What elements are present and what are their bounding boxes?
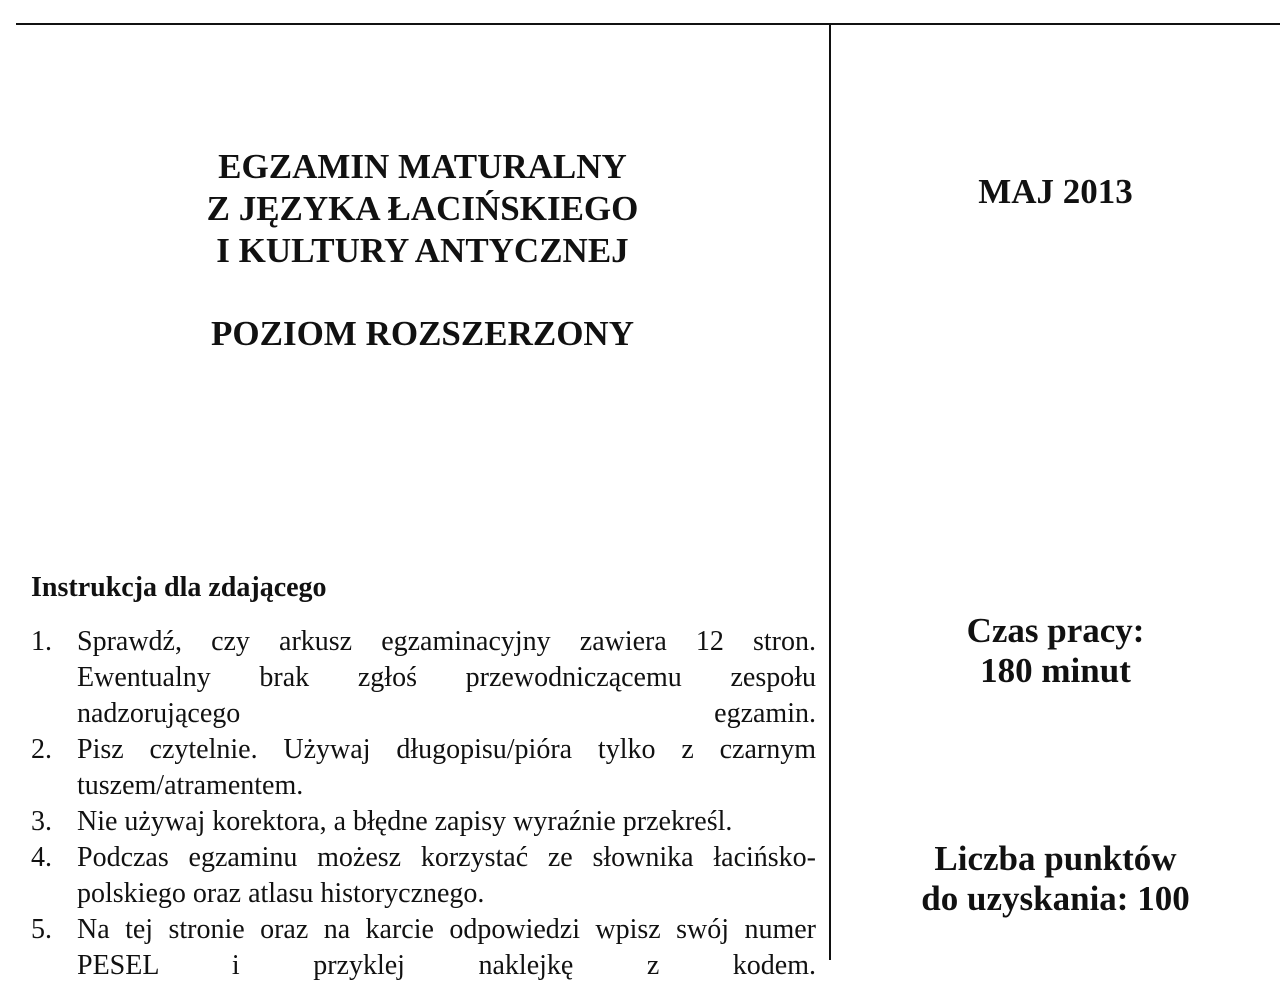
max-points-label: Liczba punktów: [934, 839, 1177, 878]
exam-level: POZIOM ROZSZERZONY: [211, 314, 634, 353]
max-points-value: do uzyskania: 100: [921, 879, 1190, 918]
instruction-text: Pisz czytelnie. Używaj długopisu/pióra tylko z czarnym tuszem/atramentem.: [77, 734, 816, 801]
column-divider: [829, 24, 831, 960]
instruction-number: 2.: [31, 734, 52, 765]
instruction-item: [31, 840, 816, 912]
exam-title-line: I KULTURY ANTYCZNEJ: [216, 231, 629, 270]
exam-title-line: Z JĘZYKA ŁACIŃSKIEGO: [206, 189, 639, 228]
instruction-text: Podczas egzaminu możesz korzystać ze słownika łacińsko-polskiego oraz atlasu historycznego.: [77, 842, 816, 909]
instruction-item: [31, 804, 816, 840]
top-rule: [16, 23, 1280, 25]
instruction-number: 1.: [31, 626, 52, 657]
instruction-text: Na tej stronie oraz na karcie odpowiedzi wpisz swój numer PESEL i przyklej naklejkę z kodem.: [77, 914, 816, 981]
instruction-text: Sprawdź, czy arkusz egzaminacyjny zawiera 12 stron. Ewentualny brak zgłoś przewodniczącemu zespołu nadzorującego egzamin.: [77, 626, 816, 729]
exam-title-line: EGZAMIN MATURALNY: [218, 147, 627, 186]
instructions-heading: Instrukcja dla zdającego: [31, 572, 327, 603]
instruction-item: [31, 624, 816, 732]
work-time: [831, 611, 1280, 691]
exam-date: MAJ 2013: [978, 172, 1133, 211]
exam-title: [16, 146, 829, 272]
instruction-number: 5.: [31, 914, 52, 945]
work-time-value: 180 minut: [980, 651, 1131, 690]
instruction-item: [31, 912, 816, 984]
instruction-number: 4.: [31, 842, 52, 873]
instruction-item: [31, 732, 816, 804]
instruction-number: 3.: [31, 806, 52, 837]
instructions-list: [31, 624, 816, 984]
work-time-label: Czas pracy:: [966, 611, 1145, 650]
instruction-text: Nie używaj korektora, a błędne zapisy wyraźnie przekreśl.: [77, 806, 733, 837]
max-points: [831, 839, 1280, 919]
